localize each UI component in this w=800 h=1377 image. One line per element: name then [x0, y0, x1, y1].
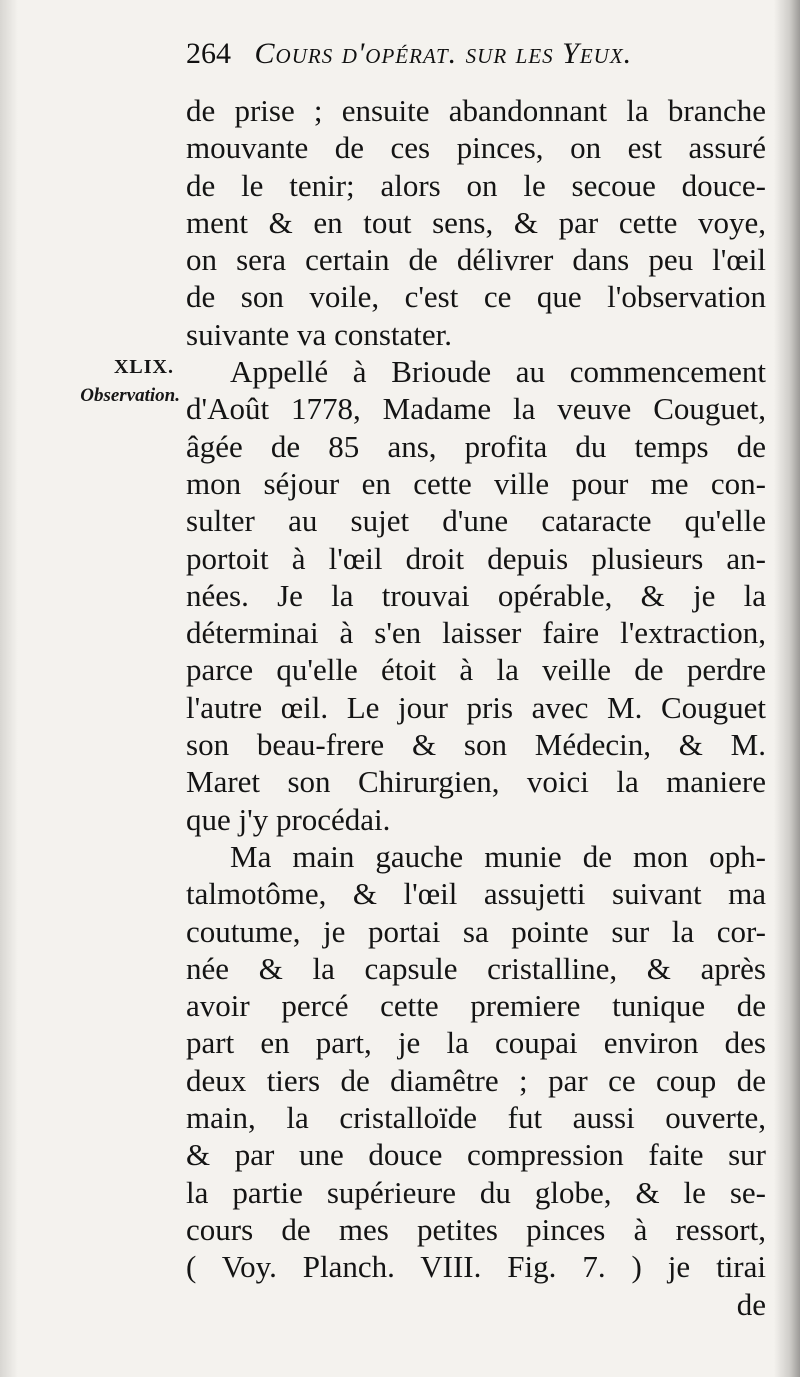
text-line: & par une douce compression faite sur: [186, 1137, 766, 1173]
text-line: que j'y procédai.: [186, 801, 391, 837]
text-line: talmotôme, & l'œil assujetti suivant ma: [186, 876, 766, 912]
text-line: déterminai à s'en laisser faire l'extraction,: [186, 615, 766, 651]
text-line: âgée de 85 ans, profita du temps de: [186, 428, 766, 464]
text-line: avoir percé cette premiere tunique de: [186, 988, 766, 1024]
text-line: portoit à l'œil droit depuis plusieurs an-: [186, 540, 766, 576]
text-line: deux tiers de diamêtre ; par ce coup de: [186, 1062, 766, 1098]
observation-label: Observation.: [80, 385, 180, 406]
text-line: Appellé à Brioude au commencement: [230, 354, 766, 390]
text-line: cours de mes petites pinces à ressort,: [186, 1211, 766, 1247]
running-title: Cours d'opérat. sur les Yeux.: [254, 37, 633, 70]
page-number: 264: [186, 37, 231, 70]
page-left-edge: [0, 0, 18, 1377]
text-line: main, la cristalloïde fut aussi ouverte,: [186, 1100, 766, 1136]
text-line: mouvante de ces pinces, on est assuré: [186, 130, 766, 166]
margin-note: [60, 356, 180, 407]
text-line: de son voile, c'est ce que l'observation: [186, 279, 766, 315]
running-head: [186, 36, 766, 71]
text-line: suivante va constater.: [186, 316, 452, 352]
text-line: nées. Je la trouvai opérable, & je la: [186, 577, 766, 613]
text-line: d'Août 1778, Madame la veuve Couguet,: [186, 391, 766, 427]
text-line: ( Voy. Planch. VIII. Fig. 7. ) je tirai: [186, 1249, 766, 1285]
page-right-edge: [774, 0, 800, 1377]
text-line: de le tenir; alors on le secoue douce-: [186, 167, 766, 203]
text-line: Maret son Chirurgien, voici la maniere: [186, 764, 766, 800]
text-line: Ma main gauche munie de mon oph-: [230, 838, 766, 874]
text-line: mon séjour en cette ville pour me con-: [186, 465, 766, 501]
text-line: part en part, je la coupai environ des: [186, 1025, 766, 1061]
text-line: l'autre œil. Le jour pris avec M. Couguet: [186, 689, 766, 725]
text-line: de prise ; ensuite abandonnant la branche: [186, 93, 766, 128]
text-line: sulter au sujet d'une cataracte qu'elle: [186, 503, 766, 539]
text-line: son beau-frere & son Médecin, & M.: [186, 727, 766, 763]
observation-number: XLIX.: [113, 356, 174, 378]
text-line: on sera certain de délivrer dans peu l'œil: [186, 242, 766, 278]
catchword: de: [736, 1286, 766, 1322]
text-line: la partie supérieure du globe, & le se-: [186, 1174, 766, 1210]
text-line: coutume, je portai sa pointe sur la cor-: [186, 913, 766, 949]
text-line: née & la capsule cristalline, & après: [186, 950, 766, 986]
body-text: [186, 92, 766, 1323]
text-line: parce qu'elle étoit à la veille de perdre: [186, 652, 766, 688]
text-line: ment & en tout sens, & par cette voye,: [186, 204, 766, 240]
